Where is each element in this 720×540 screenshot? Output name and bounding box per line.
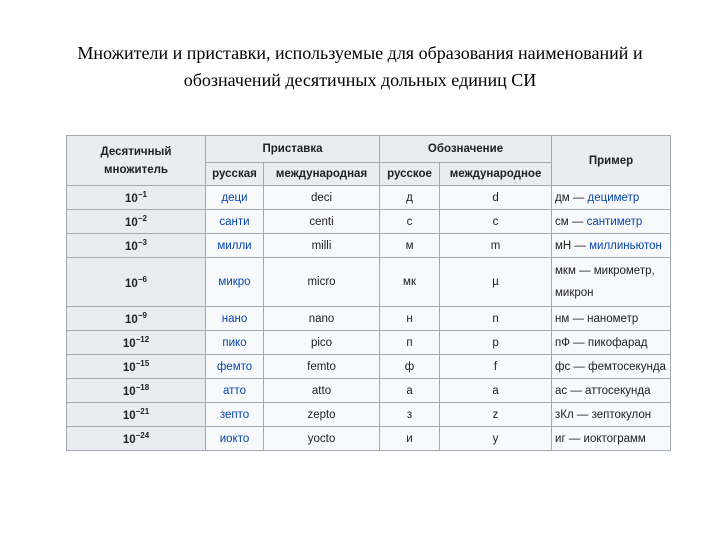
prefix-intl-cell: yocto [264, 427, 380, 451]
multiplier-cell [67, 307, 206, 331]
example-cell [552, 258, 671, 307]
prefix-ru-cell[interactable]: зепто [206, 403, 264, 427]
example-text: ас — аттосекунда [555, 384, 651, 397]
prefix-intl-cell: micro [264, 258, 380, 307]
symbol-intl-cell: y [440, 427, 552, 451]
multiplier-base: 10 [122, 386, 136, 398]
symbol-intl-cell: m [440, 234, 552, 258]
prefix-ru-cell[interactable]: атто [206, 379, 264, 403]
symbol-intl-cell: z [440, 403, 552, 427]
symbol-intl-cell: n [440, 307, 552, 331]
multiplier-exponent: −21 [135, 407, 150, 416]
multiplier-cell [67, 379, 206, 403]
multiplier-base: 10 [122, 338, 136, 350]
table-row [67, 258, 671, 307]
example-link[interactable]: дециметр [587, 191, 640, 204]
example-text: пФ — пикофарад [555, 336, 648, 349]
example-link[interactable]: миллиньютон [589, 239, 662, 252]
multiplier-base: 10 [122, 410, 136, 422]
multiplier-exponent: −9 [137, 311, 147, 320]
symbol-ru-cell: н [380, 307, 440, 331]
symbol-ru-cell: а [380, 379, 440, 403]
symbol-intl-cell: c [440, 210, 552, 234]
prefix-intl-cell: milli [264, 234, 380, 258]
symbol-intl-cell: f [440, 355, 552, 379]
title-line-2: обозначений десятичных дольных единиц СИ [183, 70, 537, 90]
multiplier-exponent: −15 [135, 359, 150, 368]
multiplier-cell [67, 186, 206, 210]
multiplier-cell [67, 234, 206, 258]
prefix-ru-cell[interactable]: санти [206, 210, 264, 234]
symbol-ru-cell: с [380, 210, 440, 234]
multiplier-cell [67, 403, 206, 427]
example-text: см — [555, 215, 587, 228]
header-example: Пример [552, 136, 671, 186]
prefix-intl-cell: nano [264, 307, 380, 331]
symbol-ru-cell: д [380, 186, 440, 210]
multiplier-exponent: −2 [137, 214, 147, 223]
prefix-ru-cell[interactable]: милли [206, 234, 264, 258]
prefix-table-body [67, 186, 671, 451]
example-text: мкм — микрометр, микрон [555, 265, 655, 299]
symbol-ru-cell: п [380, 331, 440, 355]
prefix-ru-cell[interactable]: микро [206, 258, 264, 307]
example-cell [552, 186, 671, 210]
example-cell [552, 210, 671, 234]
table-row [67, 186, 671, 210]
multiplier-exponent: −18 [135, 383, 150, 392]
example-text: мН — [555, 239, 590, 252]
multiplier-exponent: −24 [135, 431, 150, 440]
table-row [67, 427, 671, 451]
multiplier-base: 10 [125, 217, 138, 229]
header-prefix: Приставка [206, 136, 380, 163]
multiplier-cell [67, 210, 206, 234]
table-row [67, 331, 671, 355]
symbol-ru-cell: з [380, 403, 440, 427]
prefix-intl-cell: centi [264, 210, 380, 234]
table-row [67, 379, 671, 403]
header-symbol-intl: международное [440, 163, 552, 186]
prefix-ru-cell[interactable]: пико [206, 331, 264, 355]
multiplier-exponent: −3 [137, 238, 147, 247]
example-text: иг — иоктограмм [555, 432, 646, 445]
prefix-ru-cell[interactable]: нано [206, 307, 264, 331]
multiplier-exponent: −12 [135, 335, 150, 344]
example-text: дм — [555, 191, 588, 204]
symbol-ru-cell: и [380, 427, 440, 451]
header-symbol: Обозначение [380, 136, 552, 163]
symbol-ru-cell: м [380, 234, 440, 258]
symbol-intl-cell: a [440, 379, 552, 403]
example-cell [552, 403, 671, 427]
prefix-intl-cell: zepto [264, 403, 380, 427]
symbol-intl-cell: p [440, 331, 552, 355]
multiplier-cell [67, 355, 206, 379]
multiplier-cell [67, 427, 206, 451]
slide-title [0, 40, 720, 94]
header-multiplier-label: Десятичный множитель [100, 145, 172, 176]
symbol-intl-cell: d [440, 186, 552, 210]
table-row [67, 355, 671, 379]
multiplier-base: 10 [125, 193, 138, 205]
prefix-ru-cell[interactable]: деци [206, 186, 264, 210]
title-line-1: Множители и приставки, используемые для образования наименований и [77, 43, 643, 63]
prefix-intl-cell: femto [264, 355, 380, 379]
prefix-intl-cell: pico [264, 331, 380, 355]
example-cell [552, 234, 671, 258]
example-cell [552, 427, 671, 451]
table-row [67, 234, 671, 258]
header-prefix-ru: русская [206, 163, 264, 186]
header-symbol-ru: русское [380, 163, 440, 186]
symbol-intl-cell: µ [440, 258, 552, 307]
multiplier-base: 10 [125, 241, 138, 253]
example-cell [552, 379, 671, 403]
example-text: нм — нанометр [555, 312, 639, 325]
multiplier-exponent: −1 [137, 190, 147, 199]
prefix-intl-cell: deci [264, 186, 380, 210]
multiplier-base: 10 [125, 314, 138, 326]
multiplier-base: 10 [122, 362, 136, 374]
symbol-ru-cell: ф [380, 355, 440, 379]
multiplier-base: 10 [122, 434, 136, 446]
prefix-ru-cell[interactable]: иокто [206, 427, 264, 451]
multiplier-cell [67, 331, 206, 355]
table-row [67, 210, 671, 234]
symbol-ru-cell: мк [380, 258, 440, 307]
prefix-table-wrapper [66, 135, 671, 451]
example-text: фс — фемтосекунда [555, 360, 666, 373]
table-row [67, 403, 671, 427]
prefix-intl-cell: atto [264, 379, 380, 403]
example-cell [552, 307, 671, 331]
header-multiplier [67, 136, 206, 186]
multiplier-cell [67, 258, 206, 307]
example-text: зКл — зептокулон [555, 408, 652, 421]
multiplier-base: 10 [125, 277, 138, 290]
header-prefix-intl: международная [264, 163, 380, 186]
prefix-table [66, 135, 671, 451]
example-cell [552, 331, 671, 355]
example-link[interactable]: сантиметр [586, 215, 643, 228]
table-row [67, 307, 671, 331]
example-cell [552, 355, 671, 379]
multiplier-exponent: −6 [137, 274, 147, 284]
prefix-ru-cell[interactable]: фемто [206, 355, 264, 379]
